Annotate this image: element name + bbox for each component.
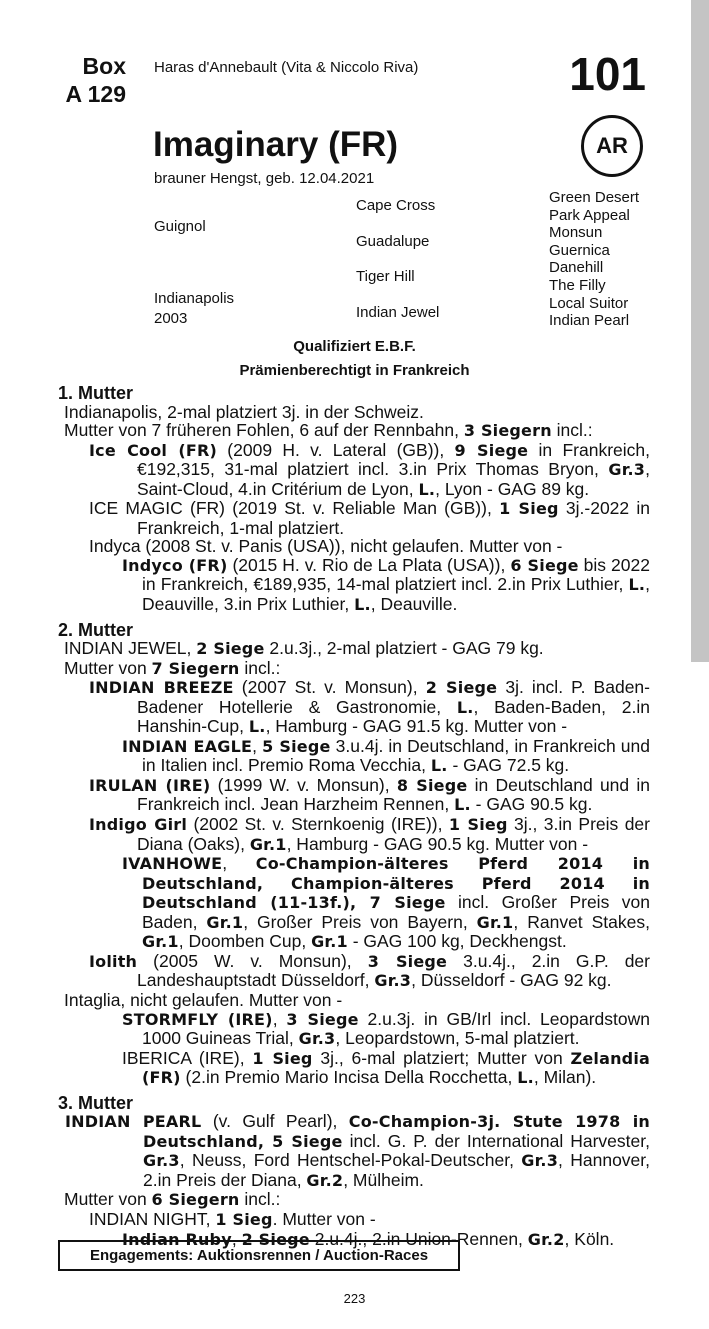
- pedigree-great-grandparent: Indian Pearl: [549, 312, 630, 330]
- pedigree-grandparent: Indian Jewel: [356, 304, 440, 321]
- progeny-entry: Indigo Girl (2002 St. v. Sternkoenig (IRE)), 1 Sieg 3j., 3.in Preis der Diana (Oaks), Gr.1, Hamburg - GAG 90.5 kg. Mutter von -: [89, 814, 650, 854]
- page-number: 223: [343, 1291, 366, 1306]
- pedigree-dam-year: 2003: [154, 310, 188, 327]
- section-heading-1st-dam: 1. Mutter: [58, 383, 134, 403]
- progeny-entry: Ice Cool (FR) (2009 H. v. Lateral (GB)), 9 Siege in Frankreich, €192,315, 31-mal platziert incl. 3.in Prix Thomas Bryon, Gr.3, Saint-Cloud, 4.in Critérium de Lyon, L., Lyon - GAG 89 kg.: [89, 439, 650, 499]
- pedigree-grandparent: Tiger Hill: [356, 268, 415, 285]
- pedigree-great-grandparent: Park Appeal: [549, 206, 630, 224]
- pedigree-sire: Guignol: [154, 218, 206, 235]
- grand-progeny-entry: INDIAN EAGLE, 5 Siege 3.u.4j. in Deutschland, in Frankreich und in Italien incl. Premio Roma Vecchia, L. - GAG 72.5 kg.: [122, 735, 650, 776]
- box-title: Box: [82, 53, 126, 79]
- progeny-entry: Iolith (2005 W. v. Monsun), 3 Siege 3.u.4j., 2.in G.P. der Landeshauptstadt Düsseldorf, Gr.3, Düsseldorf - GAG 92 kg.: [89, 950, 650, 991]
- box-number: A 129: [65, 81, 126, 107]
- engagements-box: Engagements: Auktionsrennen / Auction-Races: [58, 1240, 460, 1271]
- pedigree-great-grandparent: Guernica: [549, 241, 610, 259]
- pedigree-text: [58, 384, 650, 1249]
- horse-description: brauner Hengst, geb. 12.04.2021: [154, 170, 375, 187]
- pedigree-dam: Indianapolis: [154, 290, 235, 307]
- scrollbar[interactable]: [691, 0, 709, 662]
- pedigree-great-grandparent: Monsun: [549, 224, 603, 242]
- box-label: [60, 52, 126, 108]
- qualification-france: Prämienberechtigt in Frankreich: [239, 362, 470, 379]
- grand-progeny-entry: IVANHOWE, Co-Champion-älteres Pferd 2014 in Deutschland, Champion-älteres Pferd 2014 in Deutschland (11-13f.), 7 Siege incl. Großer Preis von Baden, Gr.1, Großer Preis von Bayern, Gr.1, Ranvet Stakes, Gr.1, Doomben Cup, Gr.1 - GAG 100 kg, Deckhengst.: [122, 853, 650, 952]
- grand-progeny-entry: STORMFLY (IRE), 3 Siege 2.u.3j. in GB/Irl incl. Leopardstown 1000 Guineas Trial, Gr.3, Leopardstown, 5-mal platziert.: [122, 1008, 650, 1049]
- dam-produce-summary: Mutter von 7 früheren Fohlen, 6 auf der Rennbahn, 3 Siegern incl.:: [64, 420, 593, 441]
- grand-progeny-entry: Indian Ruby, 2 Siege 2.u.4j., 2.in Union-Rennen, Gr.2, Köln.: [122, 1228, 615, 1249]
- dam-record: Indianapolis, 2-mal platziert 3j. in der Schweiz.: [64, 401, 424, 422]
- ar-badge: AR: [581, 115, 643, 177]
- lot-number: 101: [569, 48, 646, 100]
- grand-progeny-entry: IBERICA (IRE), 1 Sieg 3j., 6-mal platziert; Mutter von Zelandia (FR) (2.in Premio Mario Incisa Della Rocchetta, L., Milan).: [122, 1047, 651, 1088]
- pedigree-great-grandparent: Local Suitor: [549, 294, 629, 312]
- owner: Haras d'Annebault (Vita & Niccolo Riva): [154, 59, 419, 76]
- progeny-entry: INDIAN NIGHT, 1 Sieg. Mutter von -: [89, 1208, 376, 1229]
- dam-record: INDIAN JEWEL, 2 Siege 2.u.3j., 2-mal platziert - GAG 79 kg.: [64, 638, 544, 659]
- dam-record: INDIAN PEARL (v. Gulf Pearl), Co-Champion-3j. Stute 1978 in Deutschland, 5 Siege incl. G. P. der International Harvester, Gr.3, Neuss, Ford Hentschel-Pokal-Deutscher, Gr.3, Hannover, 2.in Preis der Diana, Gr.2, Mülheim.: [65, 1111, 651, 1190]
- progeny-entry: Indyca (2008 St. v. Panis (USA)), nicht gelaufen. Mutter von -: [89, 536, 563, 557]
- grand-progeny-entry: Indyco (FR) (2015 H. v. Rio de La Plata (USA)), 6 Siege bis 2022 in Frankreich, €189,935, 14-mal platziert incl. 2.in Prix Luthier, L., Deauville, 3.in Prix Luthier, L., Deauville.: [122, 554, 650, 615]
- section-heading-2nd-dam: 2. Mutter: [58, 619, 134, 640]
- pedigree-grandparent: Guadalupe: [356, 233, 430, 250]
- progeny-entry: Intaglia, nicht gelaufen. Mutter von -: [64, 989, 343, 1010]
- horse-name: Imaginary (FR): [153, 125, 399, 164]
- pedigree-great-grandparent: Green Desert: [549, 189, 640, 206]
- dam-produce-summary: Mutter von 6 Siegern incl.:: [64, 1189, 281, 1210]
- pedigree-great-grandparent: Danehill: [549, 259, 604, 277]
- progeny-entry: ICE MAGIC (FR) (2019 St. v. Reliable Man (GB)), 1 Sieg 3j.-2022 in Frankreich, 1-mal platziert.: [89, 498, 650, 538]
- progeny-entry: IRULAN (IRE) (1999 W. v. Monsun), 8 Siege in Deutschland und in Frankreich incl. Jean Harzheim Rennen, L. - GAG 90.5 kg.: [89, 774, 650, 815]
- dam-produce-summary: Mutter von 7 Siegern incl.:: [64, 657, 281, 678]
- pedigree-grandparent: Cape Cross: [356, 197, 436, 214]
- section-heading-3rd-dam: 3. Mutter: [58, 1092, 134, 1113]
- qualification-ebf: Qualifiziert E.B.F.: [293, 338, 416, 355]
- pedigree-great-grandparent: The Filly: [549, 277, 606, 294]
- progeny-entry: INDIAN BREEZE (2007 St. v. Monsun), 2 Siege 3j. incl. P. Baden-Badener Hotellerie & Gastronomie, L., Baden-Baden, 2.in Hanshin-Cup, L., Hamburg - GAG 91.5 kg. Mutter von -: [89, 677, 650, 737]
